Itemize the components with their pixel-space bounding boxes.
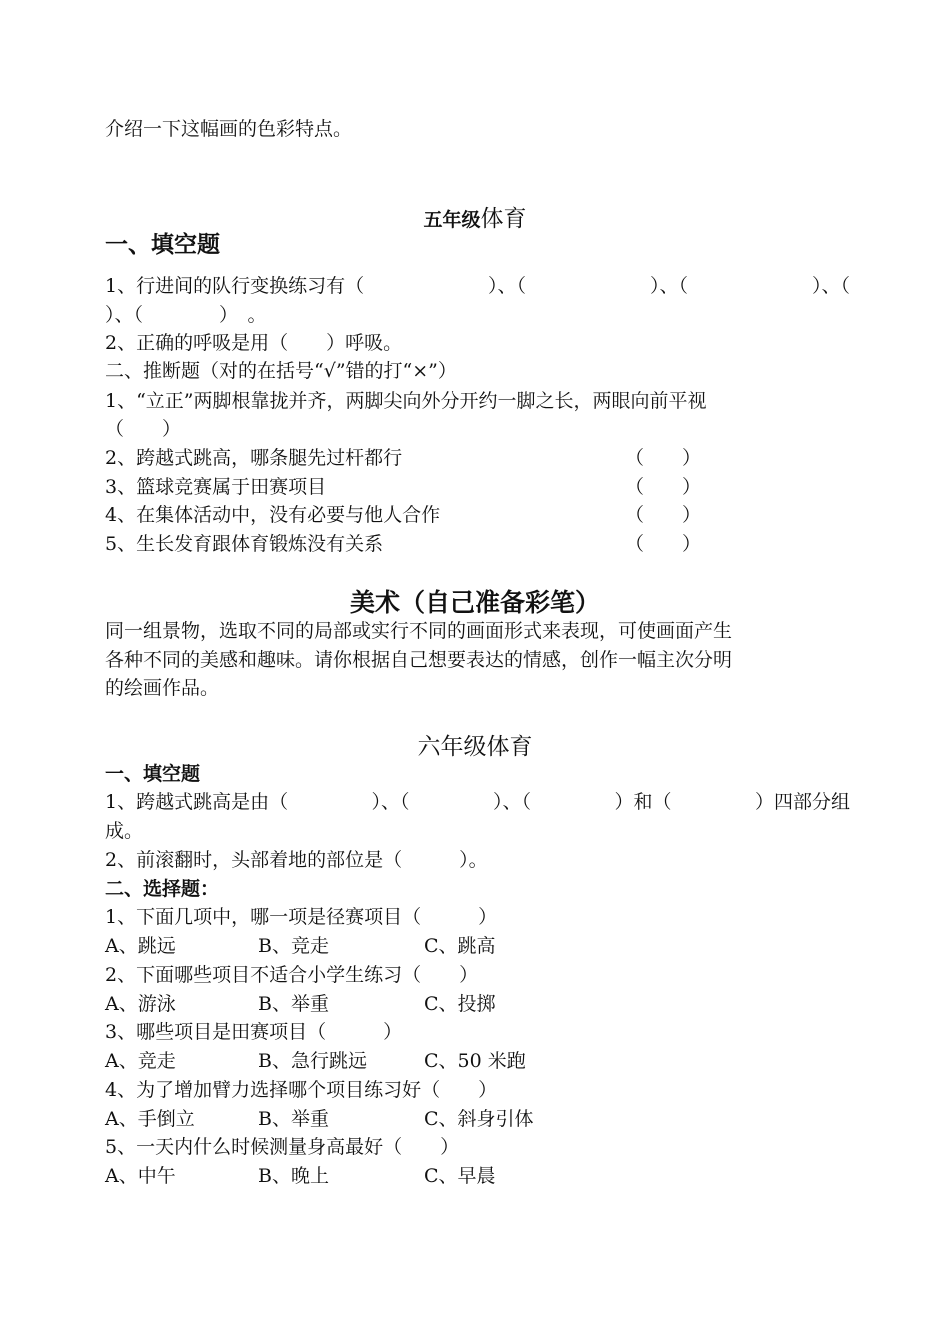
grade6-sec1-heading: 一、填空题 (105, 763, 201, 785)
judgment-text: 2、跨越式跳高，哪条腿先过杆都行 (105, 447, 403, 469)
option-b: B、竞走 (258, 935, 329, 957)
judgment-row (105, 473, 850, 502)
judgment-paren: （ ） (625, 504, 702, 526)
judgment-paren: （ ） (625, 533, 702, 555)
option-c: C、投掷 (424, 993, 496, 1015)
grade5-title-a: 五年级 (423, 209, 481, 231)
grade6-q1-line2: 成。 (105, 820, 144, 842)
option-a: A、手倒立 (105, 1108, 195, 1130)
judgment-row (105, 530, 850, 559)
grade6-sec2-heading: 二、选择题： (105, 878, 220, 900)
q1-sep-2: ）、（ (650, 275, 689, 297)
grade6-pe-title: 六年级体育 (417, 734, 533, 760)
option-b: B、晚上 (258, 1165, 329, 1187)
q1-part: ）四部分组 (754, 791, 850, 813)
judgment-row (105, 444, 850, 473)
judgment-text: 3、篮球竞赛属于田赛项目 (105, 476, 327, 498)
grade5-title-b: 体育 (480, 206, 527, 232)
q1-sep-1: ）、（ (488, 275, 527, 297)
grade6-q2: 2、前滚翻时，头部着地的部位是（ ）。 (105, 849, 488, 871)
q1-part: ）、（ (493, 791, 532, 813)
judgment-text: 4、在集体活动中，没有必要与他人合作 (105, 504, 441, 526)
intro-line: 介绍一下这幅画的色彩特点。 (105, 118, 353, 140)
mc-question: 3、哪些项目是田赛项目（ ） (105, 1021, 403, 1043)
mc-question: 4、为了增加臂力选择哪个项目练习好（ ） (105, 1079, 498, 1101)
option-a: A、中午 (105, 1165, 176, 1187)
q1-part: 1、跨越式跳高是由（ (105, 791, 289, 813)
option-a: A、游泳 (105, 993, 176, 1015)
grade5-q1-line2: ）、（ ） 。 (105, 304, 267, 326)
grade6-q1-line1 (105, 788, 850, 817)
option-b: B、举重 (258, 993, 329, 1015)
mc-question: 5、一天内什么时候测量身高最好（ ） (105, 1136, 460, 1158)
judgment-row (105, 501, 850, 530)
grade5-q2: 2、正确的呼吸是用（ ）呼吸。 (105, 332, 403, 354)
art-line-2: 各种不同的美感和趣味。请你根据自己想要表达的情感，创作一幅主次分明 (105, 649, 733, 671)
q1-part: ）和（ (614, 791, 672, 813)
q1-sep-3: ）、（ (811, 275, 850, 297)
art-line-3: 的绘画作品。 (105, 677, 220, 699)
option-c: C、50 米跑 (424, 1050, 526, 1072)
mc-question: 2、下面哪些项目不适合小学生练习（ ） (105, 964, 479, 986)
option-b: B、急行跳远 (258, 1050, 367, 1072)
judgment-paren: （ ） (625, 447, 702, 469)
judgment-1-line1: 1、“立正”两脚根靠拢并齐，两脚尖向外分开约一脚之长，两眼向前平视 (105, 390, 707, 412)
option-c: C、早晨 (424, 1165, 496, 1187)
mc-question: 1、下面几项中，哪一项是径赛项目（ ） (105, 906, 498, 928)
judgment-paren: （ ） (625, 476, 702, 498)
judgment-1-line2: （ ） (105, 418, 182, 440)
grade5-sec1-heading: 一、填空题 (105, 232, 220, 258)
q1-start: 1、行进间的队行变换练习有（ (105, 275, 365, 297)
q1-part: ）、（ (371, 791, 410, 813)
grade5-q1-line1 (105, 272, 850, 301)
option-b: B、举重 (258, 1108, 329, 1130)
option-a: A、竞走 (105, 1050, 176, 1072)
option-a: A、跳远 (105, 935, 176, 957)
judgment-text: 5、生长发育跟体育锻炼没有关系 (105, 533, 384, 555)
art-line-1: 同一组景物，选取不同的局部或实行不同的画面形式来表现，可使画面产生 (105, 620, 733, 642)
art-title: 美术（自己准备彩笔） (349, 588, 600, 617)
grade5-sec2-heading: 二、推断题（对的在括号“√”错的打“×”） (105, 360, 457, 382)
option-c: C、斜身引体 (424, 1108, 534, 1130)
option-c: C、跳高 (424, 935, 496, 957)
